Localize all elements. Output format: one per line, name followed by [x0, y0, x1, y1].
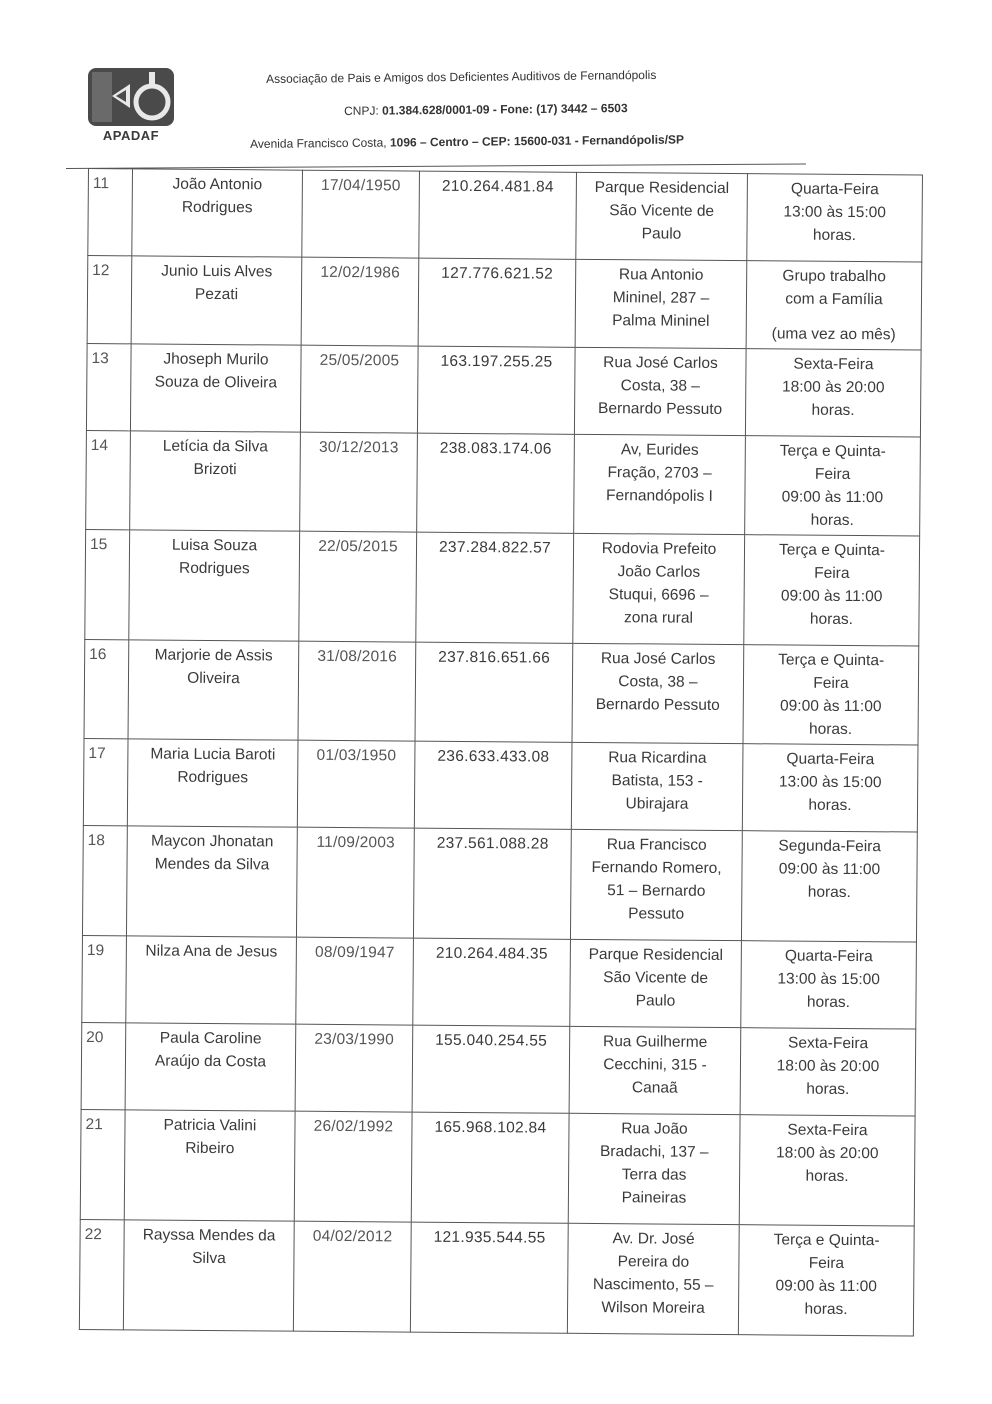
schedule-note: (uma vez ao mês)	[771, 325, 896, 344]
document-number: 236.633.433.08	[414, 741, 572, 829]
person-name-line: Marjorie de Assis	[154, 646, 273, 665]
address-line: Mininel, 287 –	[612, 289, 710, 307]
schedule-line: Terça e Quinta-	[773, 1231, 880, 1250]
person-name-line: João Antonio	[172, 175, 263, 194]
person-name	[128, 640, 299, 740]
address-line: Fração, 2703 –	[607, 464, 712, 482]
table-row	[87, 256, 922, 351]
address-label: Avenida Francisco Costa,	[250, 135, 387, 151]
address-line: Bradachi, 137 –	[599, 1143, 709, 1161]
address	[575, 259, 747, 348]
table-row	[88, 169, 923, 263]
schedule	[745, 349, 921, 437]
address-line: Parque Residencial	[588, 945, 724, 965]
schedule-line: Sexta-Feira	[788, 1034, 869, 1053]
address-line: Paulo	[635, 992, 676, 1010]
schedule-line: horas.	[811, 401, 855, 420]
birth-date: 22/05/2015	[299, 531, 417, 642]
schedule-line: Terça e Quinta-	[778, 541, 886, 560]
address	[567, 1223, 739, 1334]
address	[576, 172, 748, 260]
roster-table	[79, 168, 923, 1337]
table-row	[83, 738, 918, 832]
address	[571, 742, 743, 830]
schedule-line: Feira	[813, 674, 849, 692]
person-name-line: Rodrigues	[181, 198, 253, 217]
schedule-line: horas.	[812, 226, 857, 245]
schedule-line: 18:00 às 20:00	[781, 378, 885, 397]
address-line: Costa, 38 –	[620, 377, 701, 395]
person-name-line: Araújo da Costa	[154, 1052, 267, 1071]
address-line: Av, Eurides	[620, 441, 699, 459]
schedule-line: horas.	[806, 993, 851, 1012]
address-line: Terra das	[621, 1166, 687, 1184]
table-row	[81, 1022, 916, 1116]
document-number: 237.561.088.28	[413, 828, 571, 939]
schedule-line: Quarta-Feira	[784, 947, 873, 966]
schedule	[744, 535, 920, 646]
schedule-line: horas.	[807, 883, 851, 902]
schedule-line: Terça e Quinta-	[778, 651, 885, 670]
row-number: 19	[82, 935, 127, 1022]
schedule-line: horas.	[806, 1080, 850, 1099]
schedule-line: Terça e Quinta-	[779, 442, 886, 461]
birth-date: 04/02/2012	[293, 1221, 411, 1332]
row-number: 12	[87, 256, 132, 344]
address	[573, 533, 745, 644]
birth-date: 31/08/2016	[298, 641, 416, 741]
birth-date: 25/05/2005	[300, 345, 418, 433]
organization-text: Associação de Pais e Amigos dos Deficientes Auditivos de Fernandópolis	[266, 67, 657, 86]
roster-table-body	[79, 169, 922, 1337]
address-line: João Carlos	[617, 563, 701, 581]
table-row	[85, 529, 920, 646]
table-row	[86, 430, 921, 536]
schedule	[741, 831, 917, 942]
schedule-line: Quarta-Feira	[790, 180, 879, 199]
cnpj-value: 01.384.628/0001-09 - Fone: (17) 3442 – 6503	[382, 101, 628, 118]
person-name	[126, 826, 297, 937]
address-line: Rua José Carlos	[603, 354, 718, 372]
schedule-line: 09:00 às 11:00	[778, 860, 881, 879]
document-number: 127.776.621.52	[418, 258, 576, 347]
address-line: Wilson Moreira	[601, 1299, 705, 1317]
person-name-line: Jhoseph Murilo	[163, 350, 269, 369]
schedule-line: Feira	[814, 564, 850, 582]
schedule-line: 09:00 às 11:00	[781, 488, 884, 507]
schedule-line: 13:00 às 15:00	[778, 773, 882, 792]
schedule-line: 09:00 às 11:00	[780, 587, 883, 606]
birth-date: 26/02/1992	[294, 1111, 412, 1222]
organization-name	[266, 68, 656, 86]
person-name	[126, 936, 297, 1024]
row-number: 16	[84, 639, 129, 738]
person-name-line: Mendes da Silva	[154, 855, 270, 874]
person-name	[127, 739, 298, 827]
person-name	[130, 344, 301, 432]
schedule-line: 13:00 às 15:00	[777, 970, 880, 989]
schedule-line: Feira	[814, 465, 851, 483]
address-line: Paineiras	[621, 1189, 687, 1207]
document-number: 163.197.255.25	[417, 346, 575, 434]
schedule-line: horas.	[810, 511, 854, 530]
table-row	[82, 935, 917, 1029]
row-number: 14	[86, 430, 131, 529]
address-line: Bernardo Pessuto	[598, 400, 723, 418]
address-line: Cecchini, 315 -	[603, 1056, 707, 1074]
address-line: Ubirajara	[625, 795, 689, 813]
document-number: 210.264.481.84	[419, 171, 577, 259]
apadaf-logo-icon	[86, 66, 176, 128]
schedule-line: Sexta-Feira	[787, 1121, 868, 1140]
schedule-line: horas.	[808, 796, 852, 815]
address-line: Rua Guilherme	[602, 1033, 708, 1051]
address	[574, 347, 746, 435]
address-line: Rua João	[621, 1120, 688, 1138]
address-line: Canaã	[631, 1079, 678, 1097]
roster-table-container	[79, 168, 932, 1321]
address	[572, 643, 744, 743]
birth-date: 08/09/1947	[296, 937, 414, 1025]
address-line: Costa, 38 –	[618, 673, 698, 691]
person-name-line: Silva	[192, 1249, 226, 1268]
document-number: 237.816.651.66	[415, 642, 573, 742]
address-line: Bernardo Pessuto	[595, 696, 720, 714]
schedule	[741, 941, 917, 1029]
birth-date: 30/12/2013	[300, 432, 418, 532]
birth-date: 01/03/1950	[297, 740, 415, 828]
address-line: Palma Mininel	[612, 312, 710, 330]
schedule-line: horas.	[809, 610, 854, 629]
address-line: Fernando Romero,	[591, 858, 722, 877]
person-name-line: Oliveira	[187, 669, 240, 688]
row-number: 21	[80, 1109, 125, 1219]
address	[568, 1113, 740, 1224]
address-line: Pessuto	[628, 905, 685, 923]
schedule-line: 09:00 às 11:00	[775, 1277, 878, 1296]
schedule-line: com a Família	[785, 290, 883, 309]
schedule	[742, 744, 918, 832]
address-line: Stuqui, 6696 –	[608, 586, 709, 604]
schedule-line: horas.	[804, 1300, 848, 1319]
address-line: Parque Residencial	[594, 178, 730, 198]
person-name	[129, 530, 300, 641]
address-value: 1096 – Centro – CEP: 15600-031 - Fernandópolis/SP	[389, 132, 685, 150]
address	[574, 434, 746, 534]
schedule-line: Feira	[808, 1254, 845, 1272]
address-line: Rua José Carlos	[600, 650, 716, 668]
table-row	[82, 825, 917, 942]
person-name-line: Maria Lucia Baroti	[150, 745, 276, 764]
person-name-line: Nilza Ana de Jesus	[145, 942, 278, 961]
birth-date: 12/02/1986	[301, 257, 419, 346]
address	[569, 1026, 741, 1114]
logo-text: APADAF	[102, 128, 160, 143]
person-name-line: Ribeiro	[185, 1139, 235, 1158]
address-line: 51 – Bernardo	[607, 882, 706, 900]
schedule-line: 13:00 às 15:00	[783, 203, 887, 222]
address-line: São Vicente de	[603, 969, 709, 987]
schedule	[743, 645, 919, 745]
person-name	[124, 1110, 295, 1221]
person-name-line: Patricia Valini	[163, 1116, 257, 1135]
row-number: 18	[82, 825, 127, 935]
person-name-line: Rayssa Mendes da	[142, 1226, 276, 1245]
schedule	[745, 436, 921, 536]
table-row	[79, 1219, 914, 1336]
address-line: Paulo	[641, 225, 682, 243]
schedule-line: horas.	[805, 1167, 849, 1186]
schedule	[740, 1028, 916, 1116]
person-name-line: Junio Luis Alves	[161, 262, 273, 281]
schedule-line: Sexta-Feira	[793, 355, 874, 374]
schedule-line: Grupo trabalho	[782, 267, 886, 286]
schedule-line: Quarta-Feira	[786, 750, 875, 769]
document-number: 210.264.484.35	[413, 938, 571, 1026]
table-row	[80, 1109, 915, 1226]
row-number: 15	[85, 529, 130, 639]
cnpj-label: CNPJ:	[344, 103, 379, 118]
person-name	[130, 431, 301, 531]
address-line: Pereira do	[617, 1253, 690, 1271]
person-name-line: Paula Caroline	[159, 1029, 262, 1048]
person-name	[123, 1220, 294, 1331]
person-name	[132, 169, 303, 257]
schedule	[746, 261, 922, 350]
schedule-line: 18:00 às 20:00	[775, 1144, 879, 1163]
address-line: Fernandópolis I	[605, 487, 713, 505]
birth-date: 23/03/1990	[295, 1024, 413, 1112]
birth-date: 11/09/2003	[296, 827, 414, 938]
address-line: Av. Dr. José	[612, 1230, 695, 1248]
row-number: 11	[88, 169, 133, 256]
address-line: zona rural	[623, 609, 694, 627]
schedule	[747, 174, 923, 262]
cnpj-line	[344, 101, 628, 118]
schedule-line: Segunda-Feira	[778, 837, 882, 856]
schedule-line: 18:00 às 20:00	[776, 1057, 880, 1076]
row-number: 13	[86, 343, 131, 430]
birth-date: 17/04/1950	[302, 170, 420, 258]
address-line	[250, 132, 684, 151]
person-name-line: Brizoti	[193, 460, 237, 479]
document-number: 238.083.174.06	[417, 433, 575, 533]
person-name-line: Maycon Jhonatan	[150, 832, 274, 851]
address	[570, 939, 742, 1027]
table-row	[84, 639, 919, 745]
address-line: São Vicente de	[609, 202, 715, 220]
person-name	[125, 1023, 296, 1111]
person-name	[131, 256, 302, 345]
table-row	[86, 343, 921, 437]
document-number: 155.040.254.55	[412, 1025, 570, 1113]
person-name-line: Letícia da Silva	[162, 437, 268, 456]
person-name-line: Souza de Oliveira	[154, 373, 278, 392]
address	[570, 829, 742, 940]
address-line: Rua Antonio	[618, 266, 704, 284]
schedule-line: 09:00 às 11:00	[780, 697, 882, 716]
row-number: 17	[83, 738, 128, 825]
apadaf-logo	[86, 66, 176, 150]
person-name-line: Pezati	[194, 285, 239, 304]
address-line: Nascimento, 55 –	[592, 1276, 714, 1294]
person-name-line: Rodrigues	[178, 559, 250, 578]
document-number: 237.284.822.57	[416, 532, 574, 643]
address-line: Rua Francisco	[606, 836, 707, 854]
schedule	[739, 1115, 915, 1226]
address-line: Batista, 153 -	[611, 772, 703, 790]
schedule	[738, 1225, 914, 1336]
row-number: 22	[79, 1219, 124, 1329]
person-name-line: Rodrigues	[177, 768, 249, 787]
document-number: 165.968.102.84	[411, 1112, 569, 1223]
row-number: 20	[81, 1022, 126, 1109]
address-line: Rodovia Prefeito	[601, 540, 717, 558]
address-line: Rua Ricardina	[608, 749, 707, 767]
person-name-line: Luisa Souza	[171, 536, 258, 555]
schedule-line: horas.	[809, 720, 853, 739]
document-number: 121.935.544.55	[410, 1222, 568, 1333]
